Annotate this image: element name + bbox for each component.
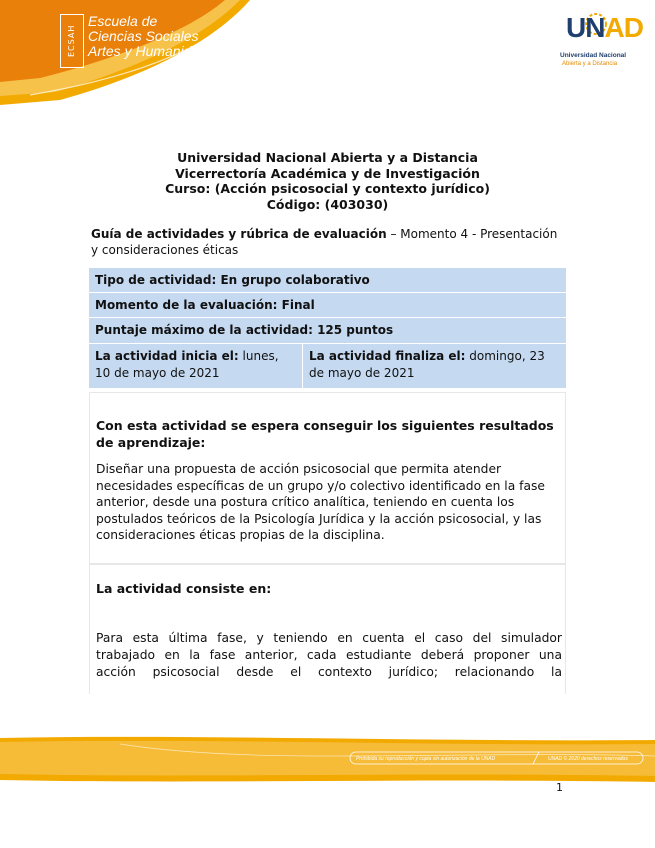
learning-outcomes-section (89, 392, 566, 564)
learning-outcomes-body: Diseñar una propuesta de acción psicosocial que permita atender necesidades específicas de un grupo y/o colectivo identificado en la fase anterior, desde una postura crítico analítica, teniendo en cuenta los postulados teóricos de la Psicología Jurídica y la acción psicosocial, y las consideraciones éticas propias de la disciplina. (96, 462, 545, 542)
activity-line-2: trabajado en la fase anterior, cada estudiante deberá proponer una (96, 648, 562, 662)
unad-logo (556, 10, 643, 85)
guide-heading (91, 226, 561, 258)
page-header (0, 0, 655, 110)
school-name (88, 14, 222, 59)
logo-line-1: Universidad Nacional (560, 52, 627, 59)
learning-outcomes-heading: Con esta actividad se espera conseguir los siguientes resultados de aprendizaje: (96, 418, 554, 450)
activity-line-3: acción psicosocial desde el contexto jurídico; relacionando la (96, 665, 562, 679)
activity-description-heading: La actividad consiste en: (96, 581, 272, 596)
title-line-2: Vicerrectoría Académica y de Investigación (175, 165, 480, 181)
activity-line-1: Para esta última fase, y teniendo en cuenta el caso del simulador (96, 631, 562, 645)
school-line-2: Ciencias Sociales (88, 28, 199, 44)
guide-heading-bold: Guía de actividades y rúbrica de evaluación (91, 227, 387, 241)
row-tipo: Tipo de actividad: En grupo colaborativo (89, 268, 566, 293)
row-dates (89, 344, 566, 389)
guide-heading-rest: – Momento 4 - Presentación y consideraciones éticas (91, 227, 558, 257)
footer-copyright-notice: Prohibida su reproducción y copia sin autorización de la UNAD (356, 756, 496, 762)
title-line-1: Universidad Nacional Abierta y a Distancia (177, 150, 478, 165)
logo-line-2: Abierta y a Distancia (562, 61, 618, 67)
title-line-4: Código: (403030) (266, 196, 389, 212)
activity-info-table (89, 268, 566, 389)
activity-description-section (89, 564, 566, 694)
start-date-cell: La actividad inicia el: lunes, 10 de mayo de 2021 (89, 344, 303, 388)
page-number: 1 (556, 781, 563, 794)
footer-rights-notice: UNAD © 2020 derechos reservados (548, 756, 628, 762)
page-footer (0, 736, 655, 786)
ecsah-mark: ECSAH (60, 14, 84, 68)
document-title (0, 150, 655, 212)
logo-wordmark: UNAD (566, 12, 643, 43)
row-momento: Momento de la evaluación: Final (89, 293, 566, 318)
end-date-cell: La actividad finaliza el: domingo, 23 de mayo de 2021 (309, 349, 545, 380)
title-line-3: Curso: (Acción psicosocial y contexto jurídico) (165, 181, 490, 196)
row-puntaje: Puntaje máximo de la actividad: 125 puntos (89, 318, 566, 344)
school-line-3: Artes y Humanidades (88, 43, 222, 59)
school-line-1: Escuela de (88, 13, 158, 29)
